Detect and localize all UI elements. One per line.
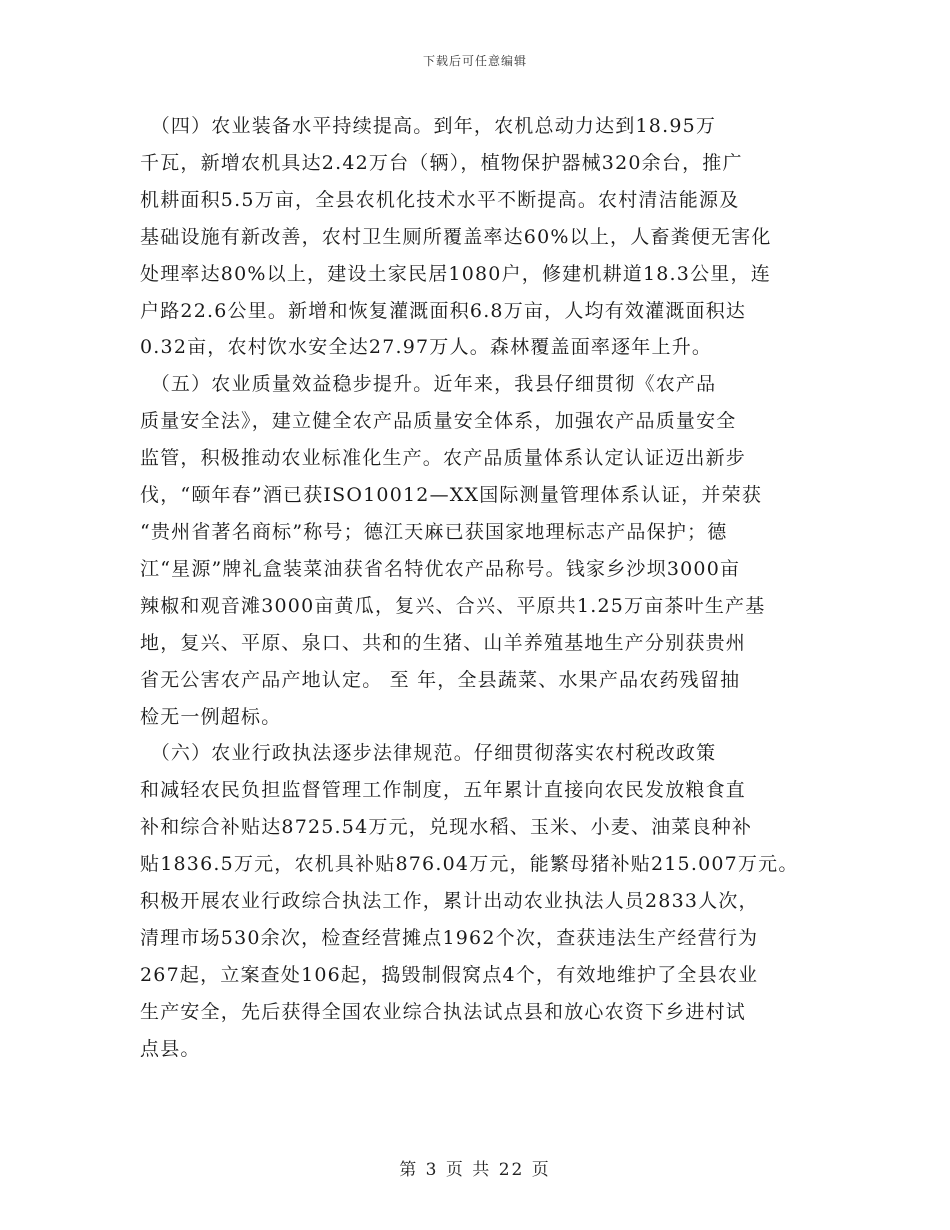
text-line: 机耕面积5.5万亩，全县农机化技术水平不断提高。农村清洁能源及 — [140, 188, 740, 211]
text-line: 监管，积极推动农业标准化生产。农产品质量体系认定认证迈出新步 — [140, 447, 747, 470]
text-line: 基础设施有新改善，农村卫生厕所覆盖率达60%以上，人畜粪便无害化 — [140, 225, 772, 248]
paragraph-agri-equipment — [140, 108, 820, 366]
text-line: 0.32亩，农村饮水安全达27.97万人。森林覆盖面率逐年上升。 — [140, 336, 713, 359]
text-line: 贴1836.5万元，农机具补贴876.04万元，能繁母猪补贴215.007万元。 — [140, 853, 799, 876]
text-line: 积极开展农业行政综合执法工作，累计出动农业执法人员2833人次， — [140, 890, 759, 913]
text-line: 省无公害农产品产地认定。 至 年，全县蔬菜、水果产品农药残留抽 — [140, 668, 741, 691]
text-line: 伐，“颐年春”酒已获ISO10012—XX国际测量管理体系认证，并荣获 — [140, 484, 763, 507]
text-line: 江“星源”牌礼盒装菜油获省名特优农产品称号。钱家乡沙坝3000亩 — [140, 557, 741, 580]
document-body — [140, 108, 820, 1068]
text-line: 点县。 — [140, 1037, 201, 1060]
page-number-footer: 第 3 页 共 22 页 — [399, 1160, 551, 1180]
text-line: 清理市场530余次，检查经营摊点1962个次，查获违法生产经营行为 — [140, 926, 759, 949]
text-line: 地，复兴、平原、泉口、共和的生猪、山羊养殖基地生产分别获贵州 — [140, 631, 747, 654]
text-line: 生产安全，先后获得全国农业综合执法试点县和放心农资下乡进村试 — [140, 1000, 747, 1023]
text-line: （六）农业行政执法逐步法律规范。仔细贯彻落实农村税改政策 — [140, 742, 717, 765]
text-line: 267起，立案查处106起，捣毁制假窝点4个，有效地维护了全县农业 — [140, 963, 759, 986]
paragraph-agri-law-enforcement — [140, 735, 820, 1067]
paragraph-agri-quality — [140, 366, 820, 735]
text-line: （五）农业质量效益稳步提升。近年来，我县仔细贯彻《农产品 — [140, 373, 717, 396]
text-line: 和减轻农民负担监督管理工作制度，五年累计直接向农民发放粮食直 — [140, 779, 747, 802]
text-line: 辣椒和观音滩3000亩黄瓜，复兴、合兴、平原共1.25万亩茶叶生产基 — [140, 594, 766, 617]
text-line: “贵州省著名商标”称号；德江天麻已获国家地理标志产品保护；德 — [140, 520, 728, 543]
text-line: 户路22.6公里。新增和恢复灌溉面积6.8万亩，人均有效灌溉面积达 — [140, 299, 747, 322]
text-line: 千瓦，新增农机具达2.42万台（辆），植物保护器械320余台，推广 — [140, 151, 743, 174]
text-line: 处理率达80%以上，建设土家民居1080户，修建机耕道18.3公里，连 — [140, 262, 771, 285]
page-header: 下载后可任意编辑 — [422, 54, 527, 68]
text-line: （四）农业装备水平持续提高。到年，农机总动力达到18.95万 — [140, 115, 717, 137]
text-line: 补和综合补贴达8725.54万元，兑现水稻、玉米、小麦、油菜良种补 — [140, 816, 753, 839]
text-line: 质量安全法》，建立健全农产品质量安全体系，加强农产品质量安全 — [140, 410, 737, 433]
text-line: 检无一例超标。 — [140, 705, 282, 728]
